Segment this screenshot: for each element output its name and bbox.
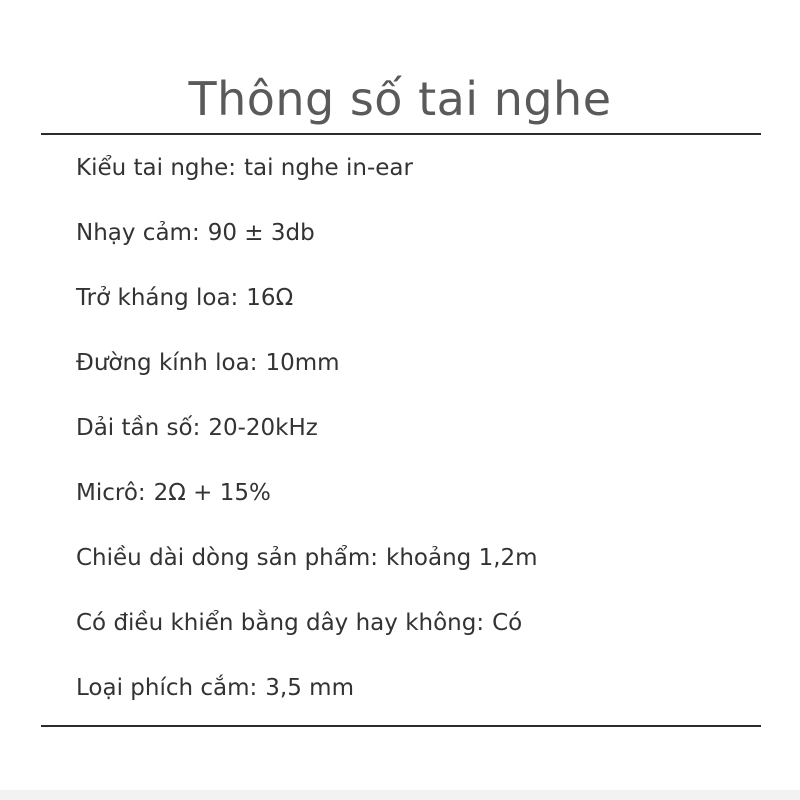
page-title: Thông số tai nghe <box>188 71 612 126</box>
spec-label: Loại phích cắm : <box>76 656 257 721</box>
spec-row-frequency-range <box>76 396 538 461</box>
spec-label: Dải tần số : <box>76 396 200 461</box>
spec-row-cable-length <box>76 526 538 591</box>
spec-row-driver-diameter <box>76 331 538 396</box>
spec-value: 10mm <box>265 350 340 376</box>
spec-value: 20-20kHz <box>208 415 318 441</box>
spec-row-earphone-type <box>76 136 538 201</box>
spec-value: Có <box>492 610 523 636</box>
spec-label: Micrô : <box>76 461 146 526</box>
spec-label: Có điều khiển bằng dây hay không : <box>76 591 484 656</box>
top-divider <box>41 133 761 135</box>
spec-label: Kiểu tai nghe : <box>76 136 236 201</box>
spec-value: tai nghe in-ear <box>243 155 413 181</box>
spec-row-wire-control <box>76 591 538 656</box>
spec-row-sensitivity <box>76 201 538 266</box>
bottom-divider <box>41 725 761 727</box>
spec-value: 3,5 mm <box>265 675 354 701</box>
spec-label: Đường kính loa : <box>76 331 257 396</box>
spec-value: khoảng 1,2m <box>386 545 538 571</box>
bottom-shade <box>0 790 800 800</box>
spec-label: Trở kháng loa : <box>76 266 238 331</box>
spec-value: 2Ω + 15% <box>153 480 271 506</box>
spec-row-microphone <box>76 461 538 526</box>
spec-value: 90 ± 3db <box>207 220 315 246</box>
spec-list <box>76 136 538 721</box>
spec-row-plug-type <box>76 656 538 721</box>
spec-value: 16Ω <box>246 285 294 311</box>
spec-label: Chiều dài dòng sản phẩm : <box>76 526 378 591</box>
spec-label: Nhạy cảm : <box>76 201 200 266</box>
spec-row-impedance <box>76 266 538 331</box>
